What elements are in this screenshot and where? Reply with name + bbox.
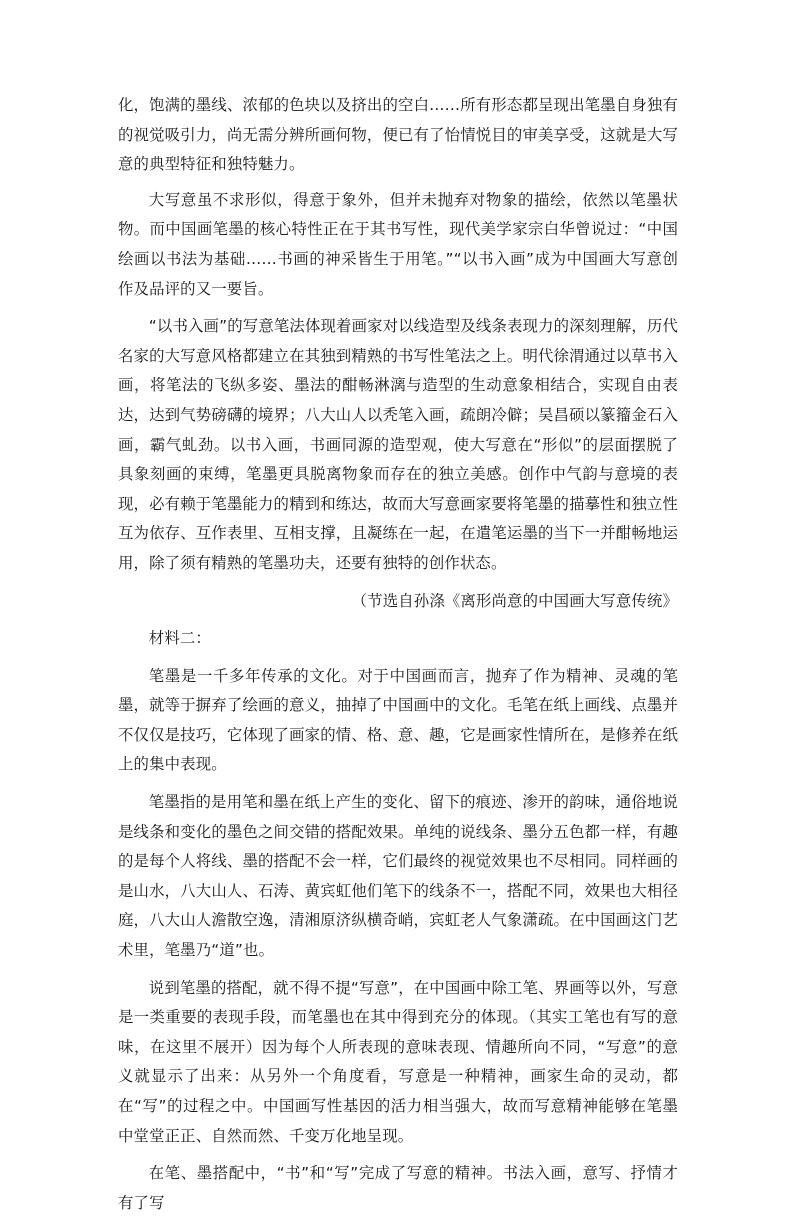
paragraph-brush-ink-culture: 笔墨是一千多年传承的文化。对于中国画而言，抛弃了作为精神、灵魂的笔墨，就等于摒弃了绘画的意义，抽掉了中国画中的文化。毛笔在纸上画线、点墨并不仅仅是技巧，它体现了画家的情、格、意、趣，它是画家性情所在，是修养在纸上的集中表现。 <box>118 666 678 774</box>
paragraph-writing-and-calligraphy: 在笔、墨搭配中，“书”和“写”完成了写意的精神。书法入画，意写、抒情才有了写 <box>118 1164 678 1212</box>
document-page <box>118 91 678 1218</box>
paragraph-continuation: 化，饱满的墨线、浓郁的色块以及挤出的空白……所有形态都呈现出笔墨自身独有的视觉吸引力，尚无需分辨所画何物，便已有了怡情悦目的审美享受，这就是大写意的典型特征和独特魅力。 <box>118 96 678 174</box>
paragraph-calligraphy-into-painting: “以书入画”的写意笔法体现着画家对以线造型及线条表现力的深刻理解，历代名家的大写意风格都建立在其独到精熟的书写性笔法之上。明代徐渭通过以草书入画，将笔法的飞纵多姿、墨法的酣畅淋漓与造型的生动意象相结合，实现自由表达，达到气势磅礴的境界；八大山人以秃笔入画，疏朗冷僻；吴昌硕以篆籀金石入画，霸气虬劲。以书入画，书画同源的造型观，使大写意在“形似”的层面摆脱了具象刻画的束缚，笔墨更具脱离物象而存在的独立美感。创作中气韵与意境的表现，必有赖于笔墨能力的精到和练达，故而大写意画家要将笔墨的描摹性和独立性互为依存、互作表里、互相支撑，且凝练在一起，在遣笔运墨的当下一并酣畅地运用，除了须有精熟的笔墨功夫，还要有独特的创作状态。 <box>118 317 678 572</box>
paragraph-xieyi-spirit: 说到笔墨的搭配，就不得不提“写意”，在中国画中除工笔、界画等以外，写意是一类重要的表现手段，而笔墨也在其中得到充分的体现。（其实工笔也有写的意味，在这里不展开）因为每个人所表现的意味表现、情趣所向不同，“写意”的意义就显示了出来：从另外一个角度看，写意是一种精神，画家生命的灵动，都在“写”的过程之中。中国画写性基因的活力相当强大，故而写意精神能够在笔墨中堂堂正正、自然而然、千变万化地呈现。 <box>118 978 678 1145</box>
material-two-heading: 材料二： <box>148 629 211 648</box>
source-citation: （节选自孙涤《离形尚意的中国画大写意传统》 <box>351 591 678 610</box>
paragraph-brush-ink-definition: 笔墨指的是用笔和墨在纸上产生的变化、留下的痕迹、渗开的韵味，通俗地说是线条和变化的墨色之间交错的搭配效果。单纯的说线条、墨分五色都一样，有趣的是每个人将线、墨的搭配不会一样，它们最终的视觉效果也不尽相同。同样画的是山水，八大山人、石涛、黄宾虹他们笔下的线条不一，搭配不同，效果也大相径庭，八大山人澹散空逸，清湘原济纵横奇峭，宾虹老人气象潇疏。在中国画这门艺术里，笔墨乃“道”也。 <box>118 793 678 960</box>
paragraph-xieyi-brushwork: 大写意虽不求形似，得意于象外，但并未抛弃对物象的描绘，依然以笔墨状物。而中国画笔墨的核心特性正在于其书写性，现代美学家宗白华曾说过：“中国绘画以书法为基础……书画的神采皆生于用笔。”“以书入画”成为中国画大写意创作及品评的又一要旨。 <box>118 190 678 298</box>
